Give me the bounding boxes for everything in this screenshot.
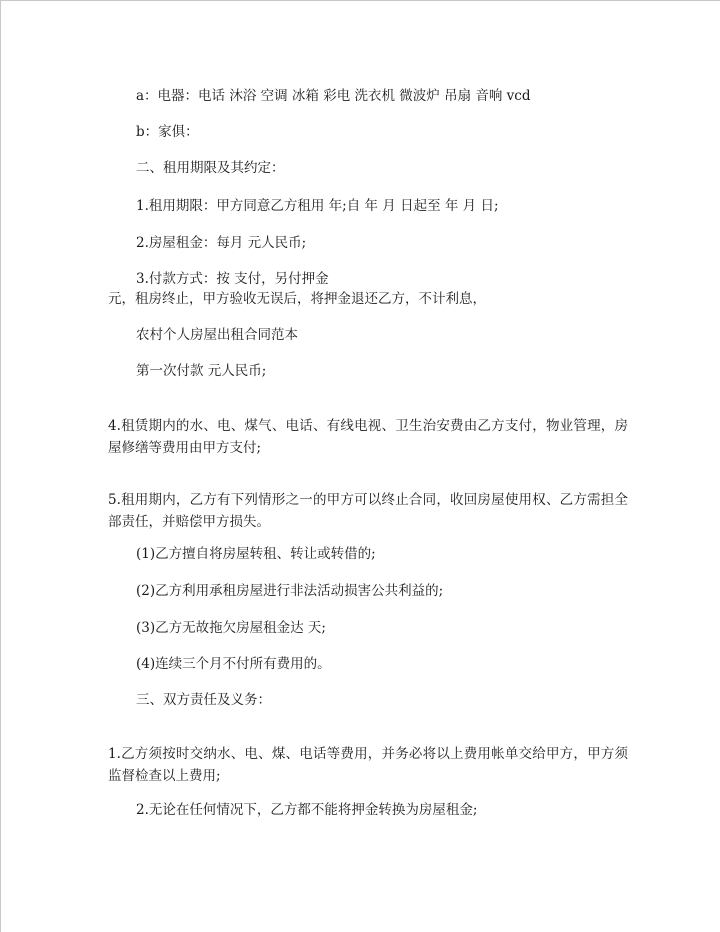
term-clause-3-line-1: 3.付款方式：按 支付，另付押金 (136, 271, 329, 287)
first-payment-paragraph: 第一次付款 元人民币; (136, 363, 267, 379)
term-clause-5-item-4: (4)连续三个月不付所有费用的。 (136, 656, 331, 672)
duty-clause-1: 1.乙方须按时交纳水、电、煤、电话等费用，并务必将以上费用帐单交给甲方，甲方须监督检查以上费用; (108, 746, 628, 784)
appliances-paragraph: a：电器：电话 沐浴 空调 冰箱 彩电 洗衣机 微波炉 吊扇 音响 vcd (136, 88, 531, 104)
term-clause-1: 1.租用期限：甲方同意乙方租用 年;自 年 月 日起至 年 月 日; (136, 198, 499, 214)
term-clause-5: 5.租用期内，乙方有下列情形之一的甲方可以终止合同，收回房屋使用权、乙方需担全部责任，并赔偿甲方损失。 (108, 492, 628, 530)
term-section-heading: 二、租用期限及其约定： (136, 160, 285, 176)
document-title-line: 农村个人房屋出租合同范本 (136, 327, 298, 343)
term-clause-5-item-1: (1)乙方擅自将房屋转租、转让或转借的; (136, 546, 376, 562)
term-clause-3-line-2: 元，租房终止，甲方验收无误后，将押金退还乙方，不计利息， (108, 291, 486, 307)
duties-section-heading: 三、双方责任及义务： (136, 692, 271, 708)
furniture-paragraph: b：家俱： (136, 124, 199, 140)
term-clause-5-item-3: (3)乙方无故拖欠房屋租金达 天; (136, 620, 326, 636)
term-clause-4: 4.租赁期内的水、电、煤气、电话、有线电视、卫生治安费由乙方支付，物业管理，房屋修缮等费用由甲方支付; (108, 418, 628, 456)
duty-clause-2: 2.无论在任何情况下，乙方都不能将押金转换为房屋租金; (136, 802, 478, 818)
term-clause-5-item-2: (2)乙方利用承租房屋进行非法活动损害公共利益的; (136, 583, 444, 599)
term-clause-2: 2.房屋租金：每月 元人民币; (136, 235, 307, 251)
